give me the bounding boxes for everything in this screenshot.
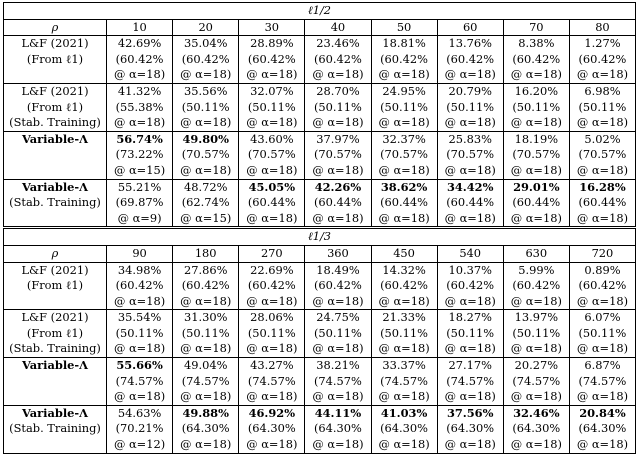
result-cell: 28.70% bbox=[305, 83, 371, 99]
result-cell: (60.42% bbox=[305, 278, 371, 294]
result-cell: 35.54% bbox=[107, 310, 173, 326]
result-cell: 42.69% bbox=[107, 36, 173, 52]
result-cell: 10.37% bbox=[437, 262, 503, 278]
method-label: (From ℓ1) bbox=[4, 326, 107, 342]
result-cell: (60.42% bbox=[371, 52, 437, 68]
result-cell: 37.56% bbox=[437, 405, 503, 421]
method-label bbox=[4, 294, 107, 310]
result-cell: @ α=18) bbox=[305, 163, 371, 179]
result-cell: (50.11% bbox=[371, 100, 437, 116]
table-row bbox=[4, 421, 636, 437]
result-cell: 16.20% bbox=[503, 83, 569, 99]
result-cell: 18.27% bbox=[437, 310, 503, 326]
result-cell: (70.57% bbox=[371, 147, 437, 163]
result-cell: 32.37% bbox=[371, 131, 437, 147]
result-cell: (74.57% bbox=[173, 374, 239, 390]
result-cell: @ α=18) bbox=[569, 341, 635, 357]
result-cell: @ α=18) bbox=[503, 294, 569, 310]
result-cell: @ α=18) bbox=[305, 67, 371, 83]
result-cell: (70.57% bbox=[305, 147, 371, 163]
result-cell: @ α=18) bbox=[371, 211, 437, 228]
result-cell: 44.11% bbox=[305, 405, 371, 421]
table-row bbox=[4, 278, 636, 294]
result-cell: 5.99% bbox=[503, 262, 569, 278]
result-cell: 37.97% bbox=[305, 131, 371, 147]
result-cell: (74.57% bbox=[569, 374, 635, 390]
result-cell: @ α=18) bbox=[503, 67, 569, 83]
result-cell: (50.11% bbox=[239, 326, 305, 342]
method-label: (Stab. Training) bbox=[4, 421, 107, 437]
rho-value: 50 bbox=[371, 19, 437, 36]
result-cell: (64.30% bbox=[437, 421, 503, 437]
section-title-row bbox=[4, 3, 636, 20]
method-label bbox=[4, 163, 107, 179]
result-cell: 16.28% bbox=[569, 179, 635, 195]
result-cell: (60.42% bbox=[569, 52, 635, 68]
table-row bbox=[4, 358, 636, 374]
result-cell: @ α=18) bbox=[305, 211, 371, 228]
result-cell: @ α=18) bbox=[569, 294, 635, 310]
table-row bbox=[4, 310, 636, 326]
result-cell: 55.21% bbox=[107, 179, 173, 195]
table-row bbox=[4, 374, 636, 390]
result-cell: @ α=18) bbox=[437, 437, 503, 453]
result-cell: @ α=18) bbox=[173, 115, 239, 131]
result-cell: 45.05% bbox=[239, 179, 305, 195]
result-cell: 23.46% bbox=[305, 36, 371, 52]
result-cell: (62.74% bbox=[173, 195, 239, 211]
rho-value: 80 bbox=[569, 19, 635, 36]
result-cell: @ α=18) bbox=[503, 341, 569, 357]
result-cell: (73.22% bbox=[107, 147, 173, 163]
section-title: ℓ1/2 bbox=[4, 3, 636, 20]
rho-value: 20 bbox=[173, 19, 239, 36]
result-cell: @ α=18) bbox=[437, 389, 503, 405]
result-cell: @ α=18) bbox=[239, 115, 305, 131]
result-cell: 34.98% bbox=[107, 262, 173, 278]
result-cell: (60.44% bbox=[437, 195, 503, 211]
result-cell: @ α=15) bbox=[107, 163, 173, 179]
table-row bbox=[4, 195, 636, 211]
result-cell: 27.86% bbox=[173, 262, 239, 278]
result-cell: @ α=18) bbox=[371, 115, 437, 131]
result-cell: (74.57% bbox=[371, 374, 437, 390]
result-cell: 42.26% bbox=[305, 179, 371, 195]
result-cell: (60.42% bbox=[173, 52, 239, 68]
result-cell: (64.30% bbox=[173, 421, 239, 437]
result-cell: @ α=18) bbox=[569, 389, 635, 405]
result-cell: (70.57% bbox=[569, 147, 635, 163]
result-cell: 49.80% bbox=[173, 131, 239, 147]
result-cell: 20.27% bbox=[503, 358, 569, 374]
rho-value: 720 bbox=[569, 245, 635, 262]
result-cell: @ α=12) bbox=[107, 437, 173, 453]
rho-value: 630 bbox=[503, 245, 569, 262]
result-cell: 54.63% bbox=[107, 405, 173, 421]
rho-value: 30 bbox=[239, 19, 305, 36]
result-cell: @ α=18) bbox=[569, 163, 635, 179]
result-cell: 14.32% bbox=[371, 262, 437, 278]
result-cell: (64.30% bbox=[305, 421, 371, 437]
result-cell: 6.07% bbox=[569, 310, 635, 326]
result-cell: 6.98% bbox=[569, 83, 635, 99]
result-cell: (60.42% bbox=[437, 52, 503, 68]
result-cell: (60.44% bbox=[371, 195, 437, 211]
result-cell: @ α=18) bbox=[107, 115, 173, 131]
table-row bbox=[4, 100, 636, 116]
result-cell: 24.95% bbox=[371, 83, 437, 99]
method-label: (From ℓ1) bbox=[4, 52, 107, 68]
result-cell: (60.42% bbox=[503, 52, 569, 68]
method-label: (Stab. Training) bbox=[4, 195, 107, 211]
result-cell: 1.27% bbox=[569, 36, 635, 52]
result-cell: (50.11% bbox=[437, 326, 503, 342]
rho-label: ρ bbox=[4, 245, 107, 262]
method-label bbox=[4, 389, 107, 405]
results-table-wrapper bbox=[3, 2, 636, 454]
result-cell: 35.04% bbox=[173, 36, 239, 52]
result-cell: 43.60% bbox=[239, 131, 305, 147]
result-cell: (60.44% bbox=[503, 195, 569, 211]
result-cell: @ α=18) bbox=[503, 115, 569, 131]
result-cell: @ α=18) bbox=[107, 389, 173, 405]
result-cell: (60.42% bbox=[371, 278, 437, 294]
result-cell: 32.07% bbox=[239, 83, 305, 99]
rho-value: 10 bbox=[107, 19, 173, 36]
result-cell: @ α=18) bbox=[371, 67, 437, 83]
method-label bbox=[4, 374, 107, 390]
rho-value: 70 bbox=[503, 19, 569, 36]
result-cell: (64.30% bbox=[239, 421, 305, 437]
result-cell: (50.11% bbox=[569, 100, 635, 116]
result-cell: (50.11% bbox=[437, 100, 503, 116]
result-cell: (70.57% bbox=[173, 147, 239, 163]
method-label: L&F (2021) bbox=[4, 83, 107, 99]
table-row bbox=[4, 131, 636, 147]
rho-header-row bbox=[4, 19, 636, 36]
method-label: (Stab. Training) bbox=[4, 341, 107, 357]
rho-value: 540 bbox=[437, 245, 503, 262]
table-row bbox=[4, 405, 636, 421]
result-cell: 32.46% bbox=[503, 405, 569, 421]
result-cell: (60.42% bbox=[239, 278, 305, 294]
result-cell: 46.92% bbox=[239, 405, 305, 421]
method-label bbox=[4, 67, 107, 83]
result-cell: (60.44% bbox=[239, 195, 305, 211]
result-cell: @ α=18) bbox=[239, 67, 305, 83]
result-cell: (64.30% bbox=[503, 421, 569, 437]
table-row bbox=[4, 36, 636, 52]
result-cell: (60.42% bbox=[437, 278, 503, 294]
result-cell: (69.87% bbox=[107, 195, 173, 211]
result-cell: @ α=18) bbox=[173, 163, 239, 179]
rho-value: 60 bbox=[437, 19, 503, 36]
rho-value: 270 bbox=[239, 245, 305, 262]
method-label: Variable-Λ bbox=[4, 131, 107, 147]
result-cell: @ α=18) bbox=[503, 211, 569, 228]
result-cell: (50.11% bbox=[305, 326, 371, 342]
result-cell: 34.42% bbox=[437, 179, 503, 195]
results-table-body bbox=[4, 3, 636, 454]
result-cell: 49.88% bbox=[173, 405, 239, 421]
result-cell: (50.11% bbox=[569, 326, 635, 342]
result-cell: 8.38% bbox=[503, 36, 569, 52]
result-cell: 18.19% bbox=[503, 131, 569, 147]
table-row bbox=[4, 163, 636, 179]
result-cell: @ α=18) bbox=[371, 437, 437, 453]
result-cell: 38.62% bbox=[371, 179, 437, 195]
result-cell: @ α=18) bbox=[239, 341, 305, 357]
table-row bbox=[4, 294, 636, 310]
rho-header-row bbox=[4, 245, 636, 262]
result-cell: @ α=18) bbox=[173, 389, 239, 405]
result-cell: (60.42% bbox=[173, 278, 239, 294]
result-cell: (70.57% bbox=[437, 147, 503, 163]
result-cell: 6.87% bbox=[569, 358, 635, 374]
result-cell: (60.42% bbox=[239, 52, 305, 68]
result-cell: @ α=18) bbox=[371, 389, 437, 405]
result-cell: 31.30% bbox=[173, 310, 239, 326]
result-cell: (64.30% bbox=[569, 421, 635, 437]
result-cell: (60.44% bbox=[569, 195, 635, 211]
result-cell: @ α=18) bbox=[371, 341, 437, 357]
results-table bbox=[3, 2, 636, 454]
result-cell: @ α=18) bbox=[503, 163, 569, 179]
result-cell: 27.17% bbox=[437, 358, 503, 374]
result-cell: @ α=18) bbox=[173, 294, 239, 310]
result-cell: @ α=18) bbox=[371, 163, 437, 179]
method-label: L&F (2021) bbox=[4, 310, 107, 326]
method-label: (Stab. Training) bbox=[4, 115, 107, 131]
table-row bbox=[4, 326, 636, 342]
result-cell: (50.11% bbox=[503, 326, 569, 342]
result-cell: (50.11% bbox=[305, 100, 371, 116]
result-cell: 24.75% bbox=[305, 310, 371, 326]
result-cell: (64.30% bbox=[371, 421, 437, 437]
result-cell: 22.69% bbox=[239, 262, 305, 278]
result-cell: @ α=18) bbox=[239, 437, 305, 453]
result-cell: 20.84% bbox=[569, 405, 635, 421]
result-cell: (70.21% bbox=[107, 421, 173, 437]
result-cell: @ α=18) bbox=[305, 294, 371, 310]
result-cell: @ α=18) bbox=[503, 437, 569, 453]
result-cell: 41.03% bbox=[371, 405, 437, 421]
result-cell: 56.74% bbox=[107, 131, 173, 147]
result-cell: @ α=18) bbox=[239, 389, 305, 405]
table-row bbox=[4, 262, 636, 278]
result-cell: @ α=18) bbox=[569, 115, 635, 131]
result-cell: 21.33% bbox=[371, 310, 437, 326]
rho-value: 180 bbox=[173, 245, 239, 262]
result-cell: 18.81% bbox=[371, 36, 437, 52]
result-cell: @ α=18) bbox=[569, 211, 635, 228]
result-cell: 5.02% bbox=[569, 131, 635, 147]
method-label: Variable-Λ bbox=[4, 179, 107, 195]
result-cell: 28.89% bbox=[239, 36, 305, 52]
table-row bbox=[4, 179, 636, 195]
result-cell: 25.83% bbox=[437, 131, 503, 147]
result-cell: 0.89% bbox=[569, 262, 635, 278]
table-row bbox=[4, 211, 636, 228]
result-cell: @ α=18) bbox=[371, 294, 437, 310]
result-cell: (50.11% bbox=[371, 326, 437, 342]
result-cell: (50.11% bbox=[107, 326, 173, 342]
result-cell: @ α=18) bbox=[173, 341, 239, 357]
table-row bbox=[4, 341, 636, 357]
result-cell: @ α=18) bbox=[173, 437, 239, 453]
result-cell: (60.42% bbox=[107, 278, 173, 294]
method-label bbox=[4, 211, 107, 228]
result-cell: (60.42% bbox=[305, 52, 371, 68]
result-cell: @ α=18) bbox=[503, 389, 569, 405]
result-cell: 43.27% bbox=[239, 358, 305, 374]
result-cell: (60.42% bbox=[107, 52, 173, 68]
result-cell: 35.56% bbox=[173, 83, 239, 99]
section-title-row bbox=[4, 228, 636, 246]
result-cell: 13.76% bbox=[437, 36, 503, 52]
result-cell: @ α=18) bbox=[569, 67, 635, 83]
result-cell: (74.57% bbox=[305, 374, 371, 390]
result-cell: (70.57% bbox=[503, 147, 569, 163]
result-cell: @ α=18) bbox=[107, 341, 173, 357]
result-cell: @ α=18) bbox=[107, 294, 173, 310]
result-cell: @ α=18) bbox=[437, 163, 503, 179]
table-row bbox=[4, 147, 636, 163]
result-cell: 49.04% bbox=[173, 358, 239, 374]
table-row bbox=[4, 83, 636, 99]
rho-value: 90 bbox=[107, 245, 173, 262]
result-cell: 41.32% bbox=[107, 83, 173, 99]
method-label: Variable-Λ bbox=[4, 405, 107, 421]
result-cell: @ α=18) bbox=[437, 67, 503, 83]
table-row bbox=[4, 389, 636, 405]
result-cell: (74.57% bbox=[437, 374, 503, 390]
section-title: ℓ1/3 bbox=[4, 228, 636, 246]
method-label: (From ℓ1) bbox=[4, 278, 107, 294]
result-cell: (60.44% bbox=[305, 195, 371, 211]
method-label bbox=[4, 147, 107, 163]
rho-label: ρ bbox=[4, 19, 107, 36]
result-cell: (74.57% bbox=[107, 374, 173, 390]
result-cell: @ α=18) bbox=[437, 115, 503, 131]
result-cell: 38.21% bbox=[305, 358, 371, 374]
result-cell: 29.01% bbox=[503, 179, 569, 195]
result-cell: 28.06% bbox=[239, 310, 305, 326]
result-cell: 33.37% bbox=[371, 358, 437, 374]
result-cell: @ α=18) bbox=[239, 211, 305, 228]
result-cell: (50.11% bbox=[239, 100, 305, 116]
table-row bbox=[4, 67, 636, 83]
rho-value: 40 bbox=[305, 19, 371, 36]
result-cell: @ α=18) bbox=[173, 67, 239, 83]
table-row bbox=[4, 437, 636, 453]
result-cell: (74.57% bbox=[239, 374, 305, 390]
result-cell: (60.42% bbox=[503, 278, 569, 294]
result-cell: 20.79% bbox=[437, 83, 503, 99]
result-cell: 13.97% bbox=[503, 310, 569, 326]
rho-value: 360 bbox=[305, 245, 371, 262]
method-label: Variable-Λ bbox=[4, 358, 107, 374]
result-cell: (50.11% bbox=[173, 326, 239, 342]
result-cell: @ α=9) bbox=[107, 211, 173, 228]
table-row bbox=[4, 115, 636, 131]
method-label bbox=[4, 437, 107, 453]
method-label: (From ℓ1) bbox=[4, 100, 107, 116]
result-cell: @ α=18) bbox=[305, 437, 371, 453]
result-cell: @ α=18) bbox=[107, 67, 173, 83]
result-cell: (70.57% bbox=[239, 147, 305, 163]
result-cell: (50.11% bbox=[503, 100, 569, 116]
result-cell: @ α=18) bbox=[305, 341, 371, 357]
result-cell: 48.72% bbox=[173, 179, 239, 195]
result-cell: 18.49% bbox=[305, 262, 371, 278]
rho-value: 450 bbox=[371, 245, 437, 262]
result-cell: (55.38% bbox=[107, 100, 173, 116]
result-cell: @ α=15) bbox=[173, 211, 239, 228]
result-cell: @ α=18) bbox=[305, 389, 371, 405]
result-cell: @ α=18) bbox=[239, 294, 305, 310]
result-cell: @ α=18) bbox=[305, 115, 371, 131]
result-cell: @ α=18) bbox=[239, 163, 305, 179]
method-label: L&F (2021) bbox=[4, 262, 107, 278]
method-label: L&F (2021) bbox=[4, 36, 107, 52]
result-cell: @ α=18) bbox=[437, 294, 503, 310]
result-cell: (50.11% bbox=[173, 100, 239, 116]
result-cell: @ α=18) bbox=[569, 437, 635, 453]
result-cell: 55.66% bbox=[107, 358, 173, 374]
result-cell: (74.57% bbox=[503, 374, 569, 390]
table-row bbox=[4, 52, 636, 68]
result-cell: @ α=18) bbox=[437, 341, 503, 357]
result-cell: @ α=18) bbox=[437, 211, 503, 228]
result-cell: (60.42% bbox=[569, 278, 635, 294]
